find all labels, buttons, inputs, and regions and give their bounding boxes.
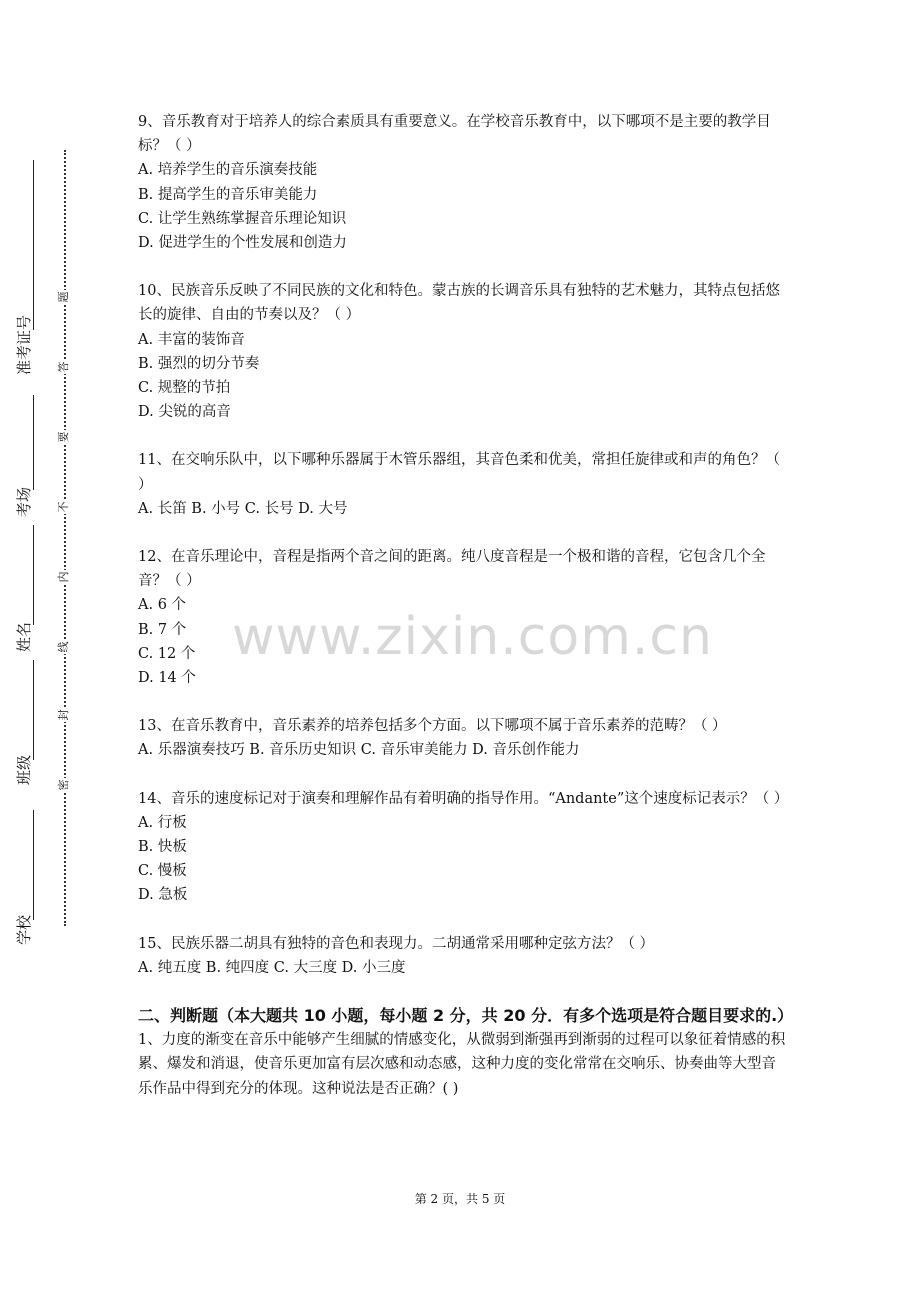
exam-room-field-line: [33, 395, 34, 490]
seal-dotted-line: [64, 150, 66, 926]
watermark: www.zixin.com.cn: [232, 607, 713, 667]
option: B. 强烈的切分节奏: [138, 355, 260, 372]
question-10: [138, 279, 788, 424]
page-footer: 第 2 页，共 5 页: [414, 1192, 506, 1206]
option: B. 7 个: [138, 621, 187, 638]
seal-char: 密: [57, 779, 70, 791]
option: C. 慢板: [138, 863, 187, 880]
true-false-item-1: 1、力度的渐变在音乐中能够产生细腻的情感变化，从微弱到渐强再到渐弱的过程可以象征着情感的积累、爆发和消退，使音乐更加富有层次感和动态感，这种力度的变化常常在交响乐、协奏曲等大型音乐作品中得到充分的体现。这种说法是否正确？( ): [138, 1032, 786, 1097]
question-stem: 11、在交响乐队中，以下哪种乐器属于木管乐器组，其音色柔和优美，常担任旋律或和声的角色？（ ）: [138, 452, 780, 493]
option: D. 14 个: [138, 670, 196, 687]
option: B. 快板: [138, 839, 187, 856]
options-inline: A. 长笛 B. 小号 C. 长号 D. 大号: [138, 500, 348, 517]
name-field-label: 姓名: [15, 621, 33, 652]
seal-char: 题: [57, 291, 70, 303]
exam-content: [138, 110, 794, 1101]
option: D. 促进学生的个性发展和创造力: [138, 235, 347, 252]
options-inline: A. 纯五度 B. 纯四度 C. 大三度 D. 小三度: [138, 959, 406, 976]
seal-char: 不: [57, 501, 70, 513]
option: D. 急板: [138, 887, 188, 904]
option: A. 丰富的装饰音: [138, 331, 245, 348]
question-13: [138, 714, 788, 762]
exam-room-field-label: 考场: [15, 486, 33, 517]
seal-char: 封: [57, 709, 70, 721]
option: A. 培养学生的音乐演奏技能: [138, 162, 318, 179]
option: A. 行板: [138, 814, 187, 831]
options-inline: A. 乐器演奏技巧 B. 音乐历史知识 C. 音乐审美能力 D. 音乐创作能力: [138, 742, 580, 759]
school-field-label: 学校: [15, 914, 33, 945]
question-stem: 10、民族音乐反映了不同民族的文化和特色。蒙古族的长调音乐具有独特的艺术魅力，其特点包括悠长的旋律、自由的节奏以及？（ ）: [138, 283, 780, 324]
seal-char: 要: [57, 431, 70, 443]
question-stem: 14、音乐的速度标记对于演奏和理解作品有着明确的指导作用。“Andante”这个速度标记表示？（ ）: [138, 790, 789, 807]
question-11: [138, 448, 788, 521]
seal-char: 答: [57, 361, 70, 373]
admission-number-field-label: 准考证号: [15, 314, 33, 375]
binding-margin: [0, 0, 90, 1302]
option: C. 规整的节拍: [138, 380, 231, 397]
option: C. 12 个: [138, 645, 196, 662]
question-stem: 9、音乐教育对于培养人的综合素质具有重要意义。在学校音乐教育中，以下哪项不是主要的教学目标？（ ）: [138, 114, 771, 155]
seal-char: 内: [57, 571, 70, 583]
question-14: [138, 787, 788, 908]
question-9: [138, 110, 788, 255]
seal-char: 线: [57, 641, 70, 653]
option: A. 6 个: [138, 597, 187, 614]
name-field-line: [33, 525, 34, 625]
question-15: [138, 932, 788, 980]
class-field-label: 班级: [15, 754, 33, 785]
option: C. 让学生熟练掌握音乐理论知识: [138, 210, 347, 227]
question-stem: 12、在音乐理论中，音程是指两个音之间的距离。纯八度音程是一个极和谐的音程，它包含几个全音？（ ）: [138, 549, 766, 590]
school-field-line: [33, 810, 34, 920]
question-stem: 13、在音乐教育中，音乐素养的培养包括多个方面。以下哪项不属于音乐素养的范畴？（ ）: [138, 718, 727, 735]
section-2-title: 二、判断题（本大题共 10 小题，每小题 2 分，共 20 分．有多个选项是符合题目要求的.）: [138, 1006, 794, 1026]
option: B. 提高学生的音乐审美能力: [138, 186, 318, 203]
class-field-line: [33, 660, 34, 760]
option: D. 尖锐的高音: [138, 404, 231, 421]
admission-number-field-line: [33, 160, 34, 330]
question-stem: 15、民族乐器二胡具有独特的音色和表现力。二胡通常采用哪种定弦方法？（ ）: [138, 935, 655, 952]
